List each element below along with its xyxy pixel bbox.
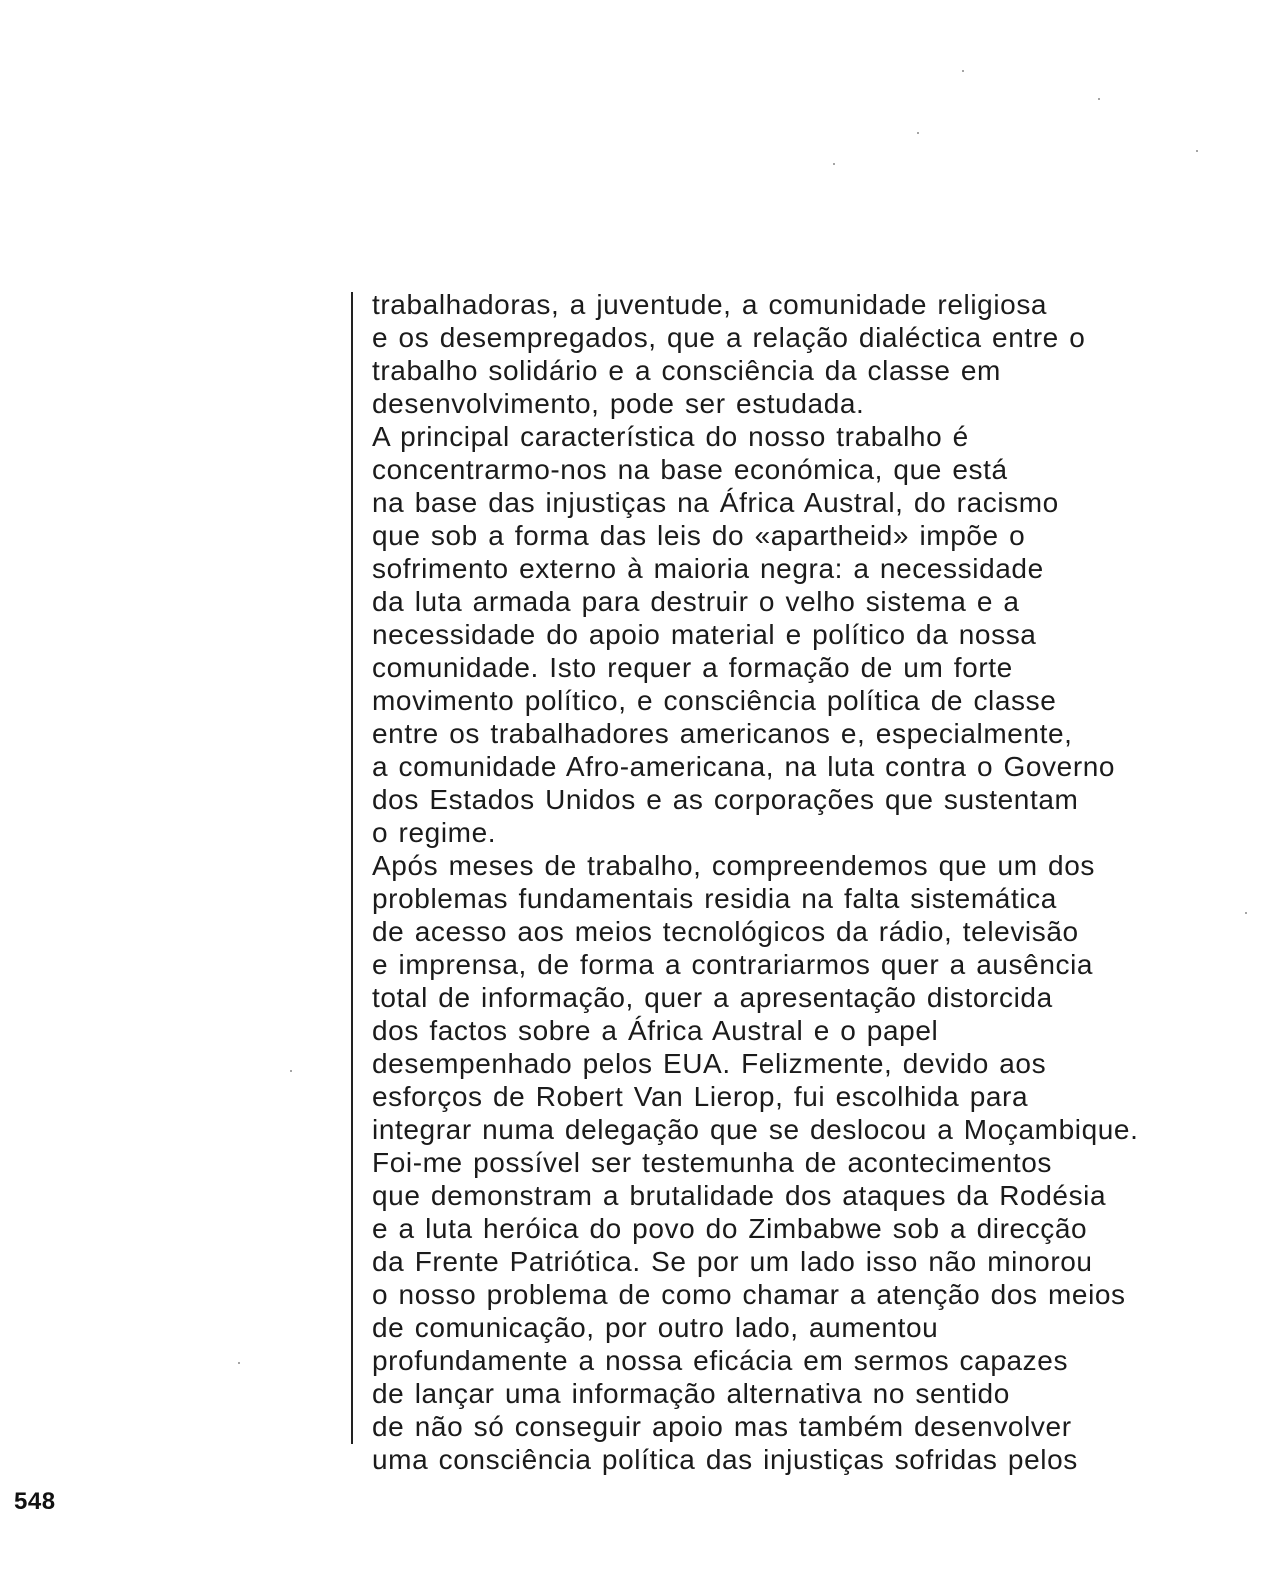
text-line: profundamente a nossa eficácia em sermos capazes bbox=[372, 1345, 1069, 1376]
text-line: e a luta heróica do povo do Zimbabwe sob a direcção bbox=[372, 1213, 1088, 1244]
text-line: sofrimento externo à maioria negra: a necessidade bbox=[372, 553, 1044, 584]
text-line: comunidade. Isto requer a formação de um forte bbox=[372, 652, 1013, 683]
text-line: entre os trabalhadores americanos e, especialmente, bbox=[372, 718, 1073, 749]
text-line: concentrarmo-nos na base económica, que está bbox=[372, 454, 1008, 485]
text-line: trabalho solidário e a consciência da classe em bbox=[372, 355, 1001, 386]
text-line: esforços de Robert Van Lierop, fui escolhida para bbox=[372, 1081, 1029, 1112]
text-line: o regime. bbox=[372, 817, 497, 848]
text-line: desenvolvimento, pode ser estudada. bbox=[372, 388, 865, 419]
text-line: que demonstram a brutalidade dos ataques da Rodésia bbox=[372, 1180, 1107, 1211]
scan-speck bbox=[1245, 912, 1247, 914]
scan-speck bbox=[833, 163, 835, 165]
text-line: Foi-me possível ser testemunha de acontecimentos bbox=[372, 1147, 1052, 1178]
scan-speck bbox=[1196, 150, 1198, 152]
scan-speck bbox=[238, 1362, 240, 1364]
text-line: de não só conseguir apoio mas também desenvolver bbox=[372, 1411, 1072, 1442]
text-line: dos factos sobre a África Austral e o papel bbox=[372, 1015, 939, 1046]
text-line: de comunicação, por outro lado, aumentou bbox=[372, 1312, 939, 1343]
text-line: total de informação, quer a apresentação distorcida bbox=[372, 982, 1053, 1013]
text-line: de acesso aos meios tecnológicos da rádio, televisão bbox=[372, 916, 1079, 947]
text-line: problemas fundamentais residia na falta sistemática bbox=[372, 883, 1057, 914]
text-line: movimento político, e consciência política de classe bbox=[372, 685, 1057, 716]
text-line: uma consciência política das injustiças sofridas pelos bbox=[372, 1444, 1078, 1475]
text-line: da Frente Patriótica. Se por um lado isso não minorou bbox=[372, 1246, 1093, 1277]
text-line: de lançar uma informação alternativa no sentido bbox=[372, 1378, 1010, 1409]
scan-speck bbox=[917, 132, 919, 134]
body-text bbox=[372, 288, 1212, 1476]
text-line: e os desempregados, que a relação dialéctica entre o bbox=[372, 322, 1086, 353]
scan-speck bbox=[962, 70, 964, 72]
text-line: desempenhado pelos EUA. Felizmente, devido aos bbox=[372, 1048, 1047, 1079]
text-line: Após meses de trabalho, compreendemos que um dos bbox=[372, 850, 1095, 881]
scan-speck bbox=[290, 1070, 292, 1072]
text-line: que sob a forma das leis do «apartheid» impõe o bbox=[372, 520, 1026, 551]
text-line: necessidade do apoio material e político da nossa bbox=[372, 619, 1037, 650]
text-line: o nosso problema de como chamar a atenção dos meios bbox=[372, 1279, 1126, 1310]
page-number: 548 bbox=[14, 1488, 56, 1515]
margin-rule bbox=[351, 292, 353, 1444]
text-line: dos Estados Unidos e as corporações que sustentam bbox=[372, 784, 1079, 815]
text-line: A principal característica do nosso trabalho é bbox=[372, 421, 969, 452]
text-line: a comunidade Afro-americana, na luta contra o Governo bbox=[372, 751, 1116, 782]
scan-speck bbox=[1098, 98, 1100, 100]
text-line: na base das injustiças na África Austral, do racismo bbox=[372, 487, 1059, 518]
text-line: trabalhadoras, a juventude, a comunidade religiosa bbox=[372, 289, 1048, 320]
text-line: da luta armada para destruir o velho sistema e a bbox=[372, 586, 1020, 617]
text-line: integrar numa delegação que se deslocou a Moçambique. bbox=[372, 1114, 1139, 1145]
text-line: e imprensa, de forma a contrariarmos quer a ausência bbox=[372, 949, 1094, 980]
